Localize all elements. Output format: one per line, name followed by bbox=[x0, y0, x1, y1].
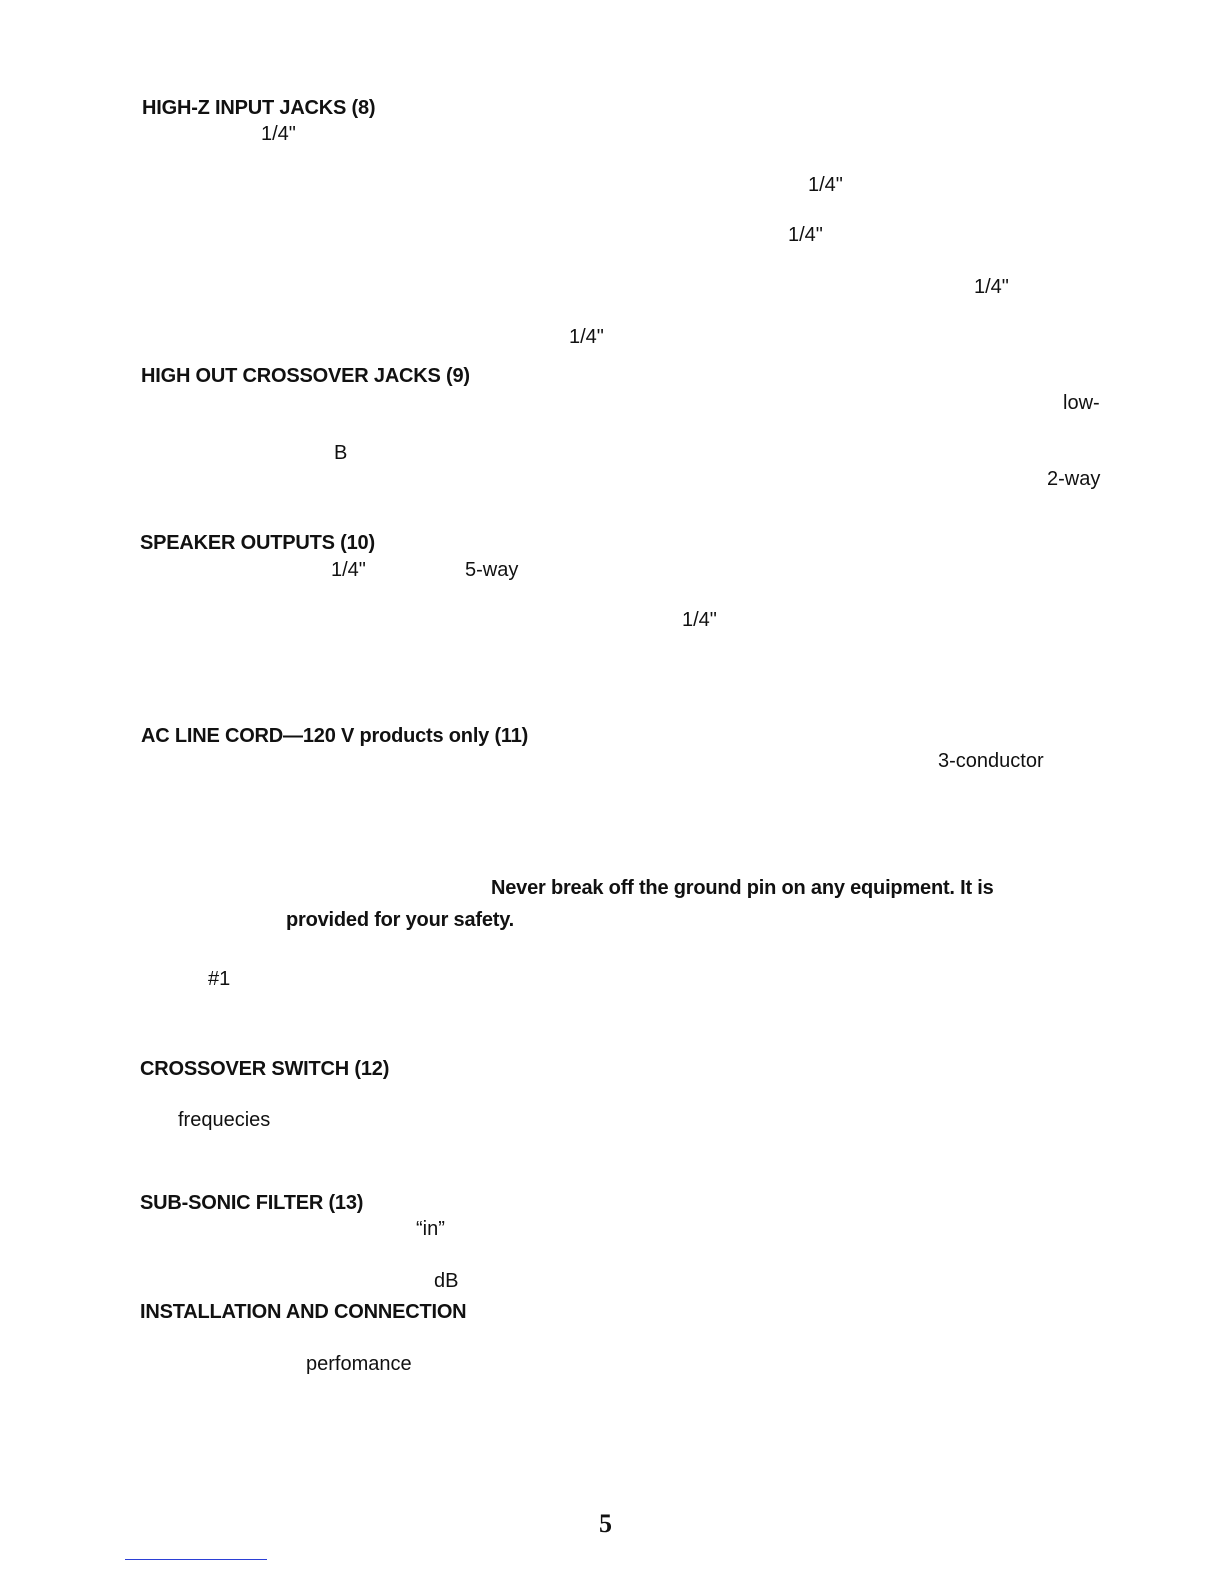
section-heading-crossover-switch: CROSSOVER SWITCH (12) bbox=[140, 1058, 390, 1080]
ground-pin-warning-line-2: provided for your safety. bbox=[286, 909, 515, 931]
text-fragment: low- bbox=[1063, 392, 1100, 414]
text-fragment: 1/4" bbox=[261, 123, 296, 145]
ground-pin-warning-line-1: Never break off the ground pin on any equipment. It is bbox=[491, 877, 994, 899]
text-fragment: perfomance bbox=[306, 1353, 412, 1375]
footer-rule bbox=[125, 1559, 267, 1560]
text-fragment: 2-way bbox=[1047, 468, 1101, 490]
text-fragment: B bbox=[334, 442, 348, 464]
text-fragment: 1/4" bbox=[331, 559, 366, 581]
section-heading-ac-line-cord: AC LINE CORD—120 V products only (11) bbox=[141, 725, 529, 747]
section-heading-high-z-input-jacks: HIGH-Z INPUT JACKS (8) bbox=[142, 97, 376, 119]
text-fragment: 3-conductor bbox=[938, 750, 1044, 772]
text-fragment: 1/4" bbox=[808, 174, 843, 196]
text-fragment: “in” bbox=[416, 1218, 445, 1240]
page-number: 5 bbox=[599, 1509, 612, 1538]
section-heading-high-out-crossover-jacks: HIGH OUT CROSSOVER JACKS (9) bbox=[141, 365, 470, 387]
text-fragment: 1/4" bbox=[788, 224, 823, 246]
section-heading-sub-sonic-filter: SUB-SONIC FILTER (13) bbox=[140, 1192, 364, 1214]
text-fragment: frequecies bbox=[178, 1109, 271, 1131]
text-fragment: #1 bbox=[208, 968, 231, 990]
section-heading-speaker-outputs: SPEAKER OUTPUTS (10) bbox=[140, 532, 375, 554]
text-fragment: 5-way bbox=[465, 559, 519, 581]
text-fragment: 1/4" bbox=[974, 276, 1009, 298]
text-fragment: 1/4" bbox=[682, 609, 717, 631]
text-fragment: dB bbox=[434, 1270, 459, 1292]
text-fragment: 1/4" bbox=[569, 326, 604, 348]
section-heading-installation-and-connection: INSTALLATION AND CONNECTION bbox=[140, 1301, 467, 1323]
